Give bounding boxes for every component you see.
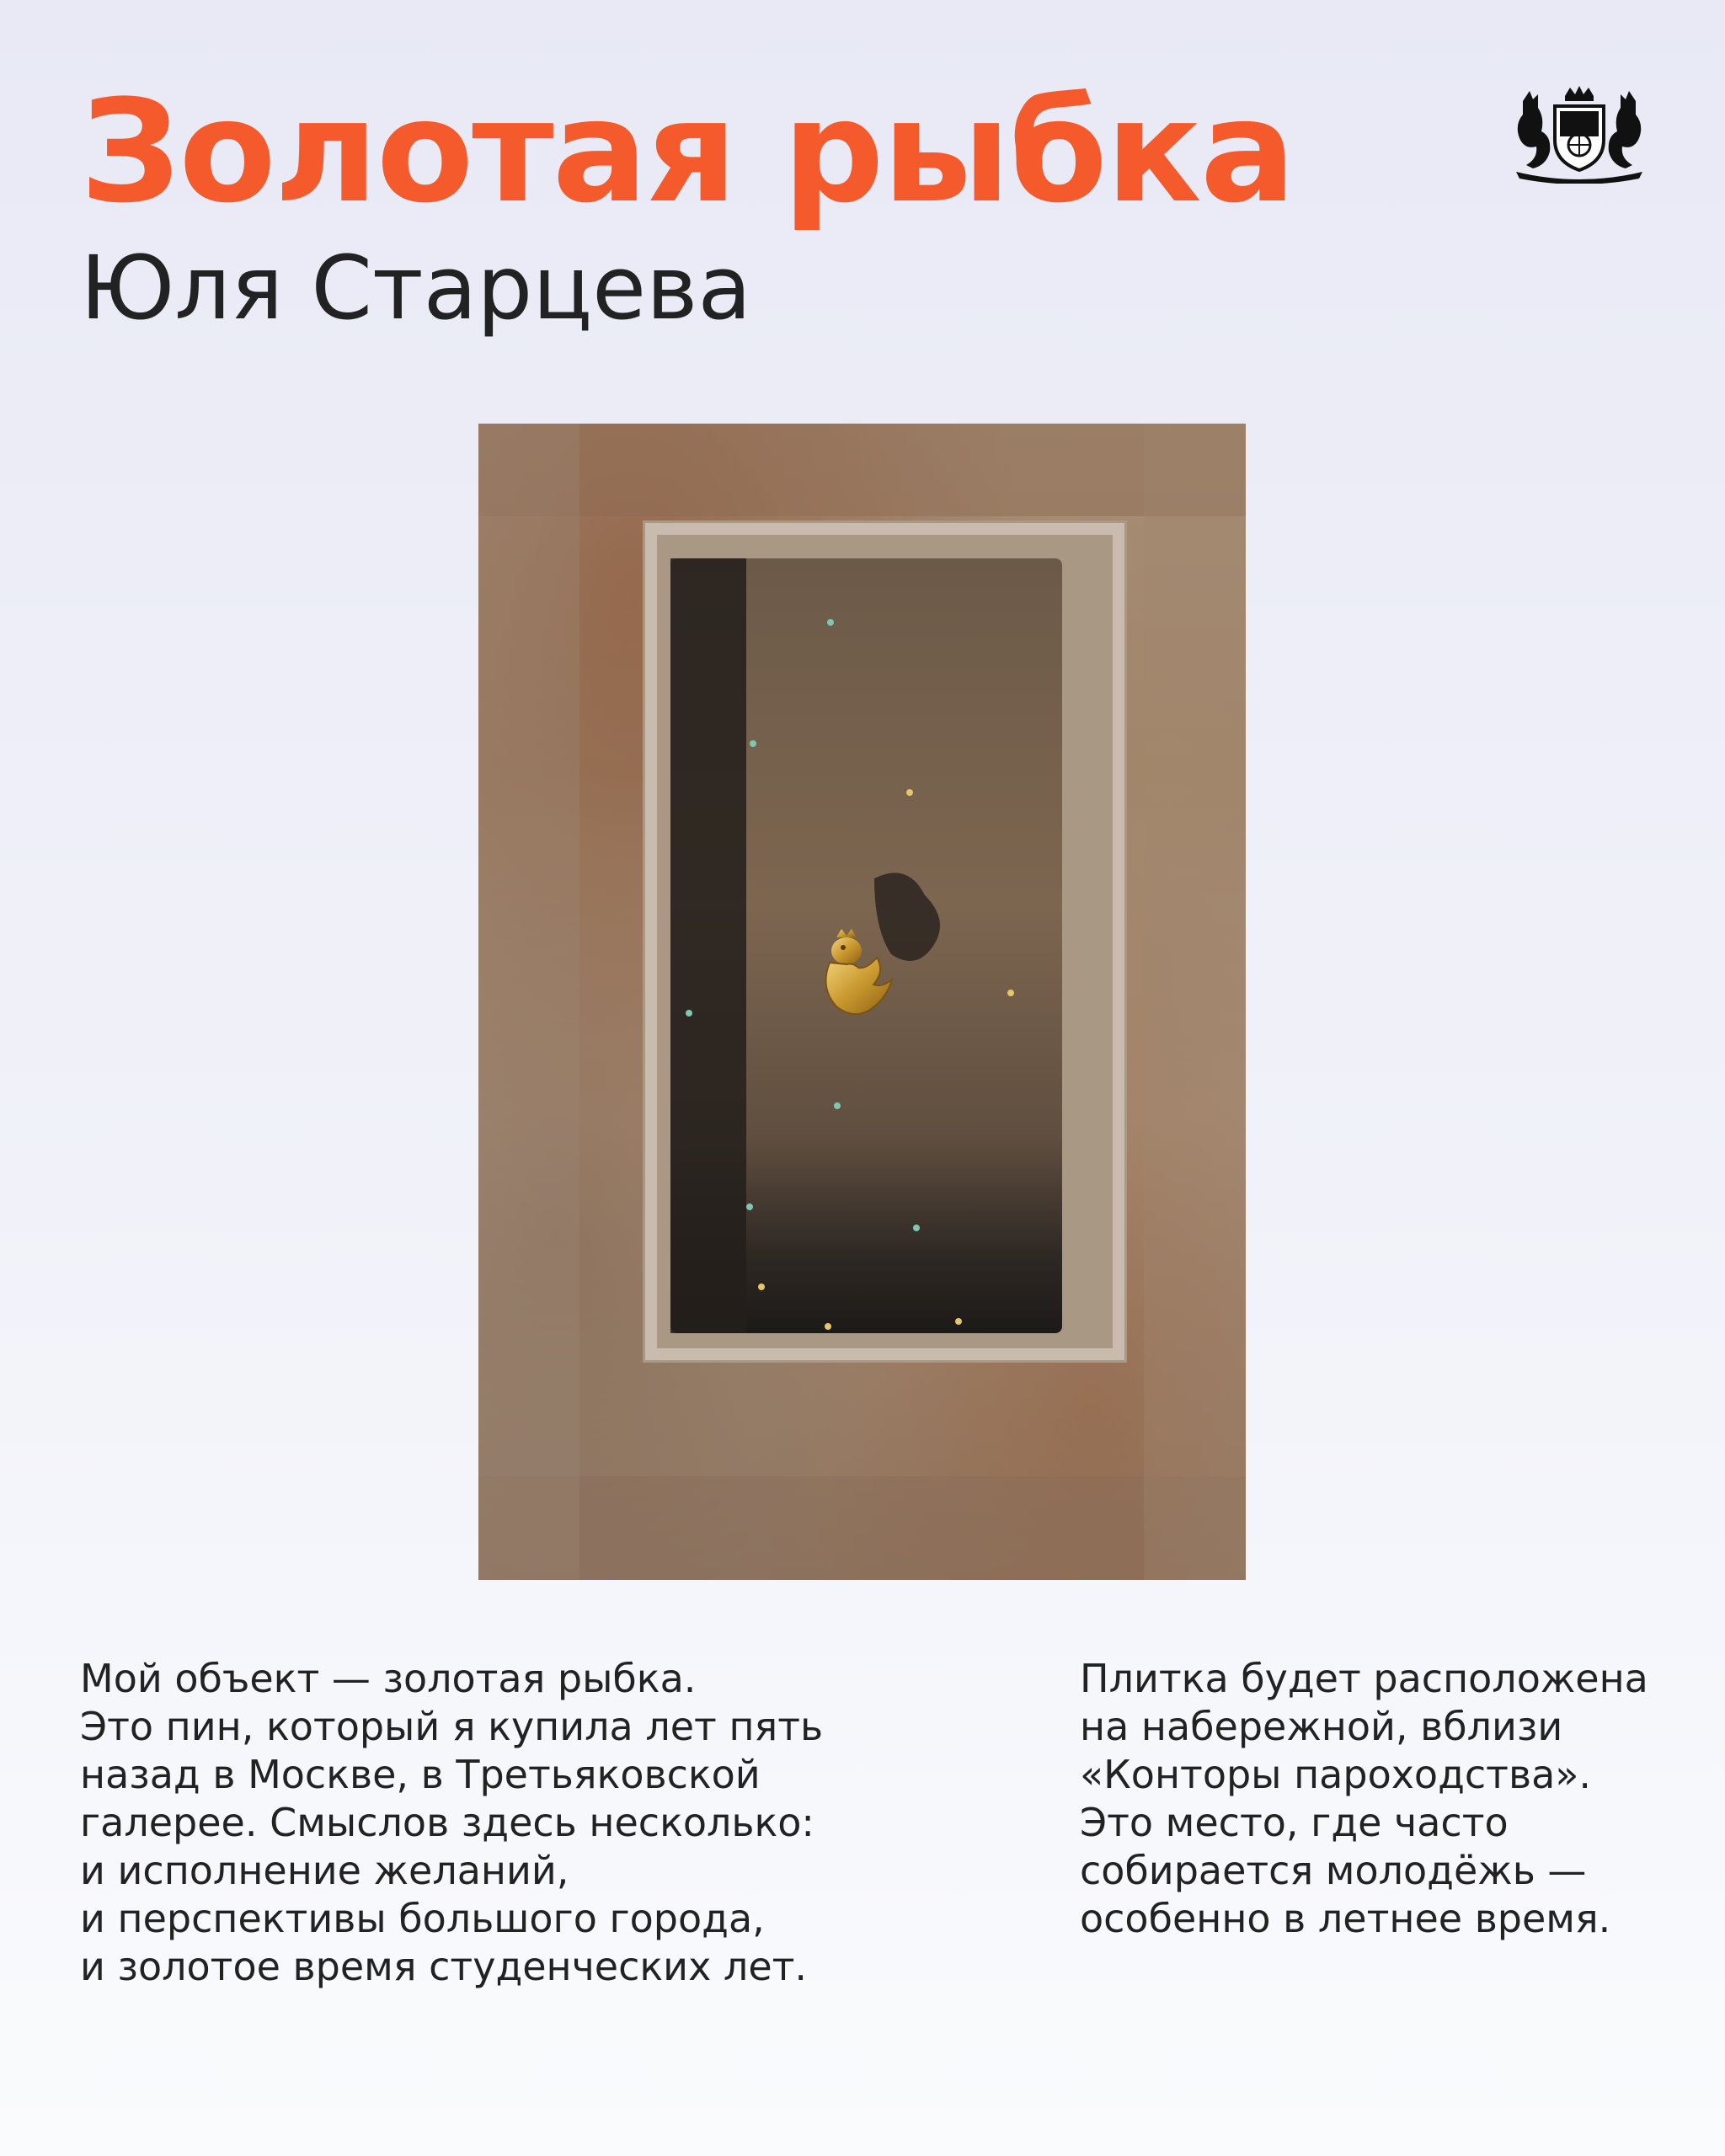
artwork-photo <box>478 424 1246 1580</box>
page-title: Золотая рыбка <box>80 69 1295 234</box>
coat-of-arms-icon <box>1508 84 1651 184</box>
author-name: Юля Старцева <box>80 237 752 339</box>
description-left: Мой объект — золотая рыбка. Это пин, который я купила лет пять назад в Москве, в Третьяковской галерее. Смыслов здесь несколько: и исполнение желаний, и перспективы большого города, и золотое время студенческих лет. <box>80 1656 824 1989</box>
description-right: Плитка будет расположена на набережной, вблизи «Конторы пароходства». Это место, где часто собирается молодёжь — особенно в летнее время. <box>1080 1656 1648 1941</box>
pin-on-tile-icon <box>478 424 1246 1580</box>
